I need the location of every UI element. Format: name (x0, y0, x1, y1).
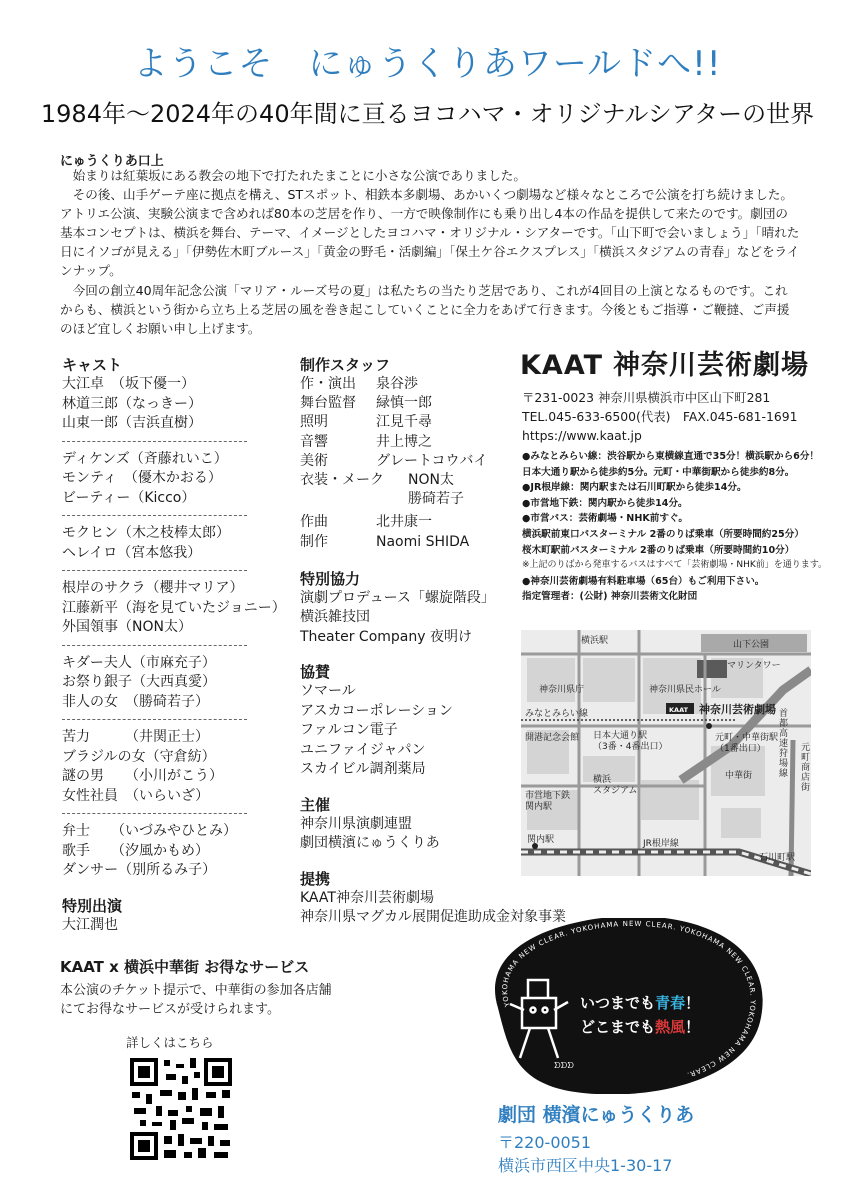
staff-name: 北井康一 (376, 514, 432, 531)
staff-role: 制作 (300, 533, 328, 550)
kaat-logo-name: 神奈川芸術劇場 (613, 350, 810, 381)
kaat-url[interactable]: https://www.kaat.jp (522, 428, 642, 443)
cast-group (62, 524, 292, 563)
support-item: ユニファイジャパン (300, 741, 426, 758)
cooperation-item: 横浜雑技団 (300, 609, 370, 626)
map-label-char: 元 (801, 743, 811, 753)
organizer-item: 劇団横濱にゅうくりあ (300, 835, 440, 852)
map-label-char: 商 (801, 763, 811, 773)
map-label-motomachi-street (801, 742, 810, 793)
divider (62, 441, 247, 442)
map-label-line: （3番・4番出口） (593, 742, 668, 752)
kaat-postal: 〒231-0023 神奈川県横浜市中区山下町281 (522, 390, 771, 405)
cast-member: 山東一郎（吉浜直樹） (62, 415, 202, 431)
map-label-mm-line: みなとみらい線 (525, 709, 589, 719)
qr-code[interactable] (130, 1058, 232, 1160)
map-station-dot (706, 723, 712, 729)
staff-row (300, 394, 515, 413)
map-label-char: 首 (779, 709, 789, 719)
staff-name: 井上博之 (376, 433, 432, 450)
cast-heading: キャスト (62, 356, 123, 374)
staff-name: 泉谷渉 (376, 376, 418, 392)
partner-heading: 提携 (300, 869, 331, 888)
special-appearance-heading: 特別出演 (62, 896, 123, 915)
intro-heading: にゅうくりあ口上 (60, 154, 164, 169)
service-section (60, 956, 440, 1019)
support-item: ソマール (300, 683, 356, 700)
cast-group (62, 579, 292, 638)
map-label-ishikawacho: 石川町駅 (759, 853, 796, 863)
map-label-char: 街 (801, 783, 811, 793)
access-line: ●JR根岸線：関内駅または石川町駅から徒歩14分。 (522, 482, 747, 494)
cooperation-item: 演劇プロデュース「螺旋階段」 (300, 589, 495, 606)
cooperation-item: Theater Company 夜明け (300, 628, 472, 645)
cast-member: 非人の女 （勝碕若子） (62, 693, 209, 710)
map-label-line: 市営地下鉄 (525, 791, 571, 801)
divider (62, 570, 247, 571)
cast-group (62, 654, 292, 713)
map-label-kaat-name: 神奈川芸術劇場 (699, 703, 776, 716)
staff-row (300, 433, 515, 452)
badge-slogan-line1: いつまでも青春！ (580, 994, 701, 1012)
service-line: 本公演のチケット提示で、中華街の参加各店舗 (60, 983, 332, 998)
map-label-char: 速 (779, 739, 789, 749)
map-label-expressway (779, 707, 788, 779)
support-item: スカイビル調剤薬局 (300, 761, 426, 778)
cast-member: モンティ （優木かおる） (62, 470, 222, 486)
cast-member: 大江卓 （坂下優一） (62, 376, 195, 392)
organizer-item: 神奈川県演劇連盟 (300, 815, 412, 832)
qr-caption: 詳しくはこちら (126, 1035, 214, 1050)
access-line: 指定管理者：(公財) 神奈川芸術文化財団 (522, 591, 698, 603)
intro-paragraph: その後、山手ゲーテ座に拠点を構え、STスポット、相鉄本多劇場、あかいくつ劇場など様々なところで公演を打ち続けました。アトリエ公演、実験公演まで含めれば80本の芝居を作り、一方で映像制作にも乗り出し4本の作品を提供して来たのです。劇団の基本コンセプトは、横浜を舞台、テーマ、イメージとしたヨコハマ・オリジナル・シアターです。「山下町で会いましょう」「晴れた日にイソゴが見える」「伊勢佐木町ブルース」「黄金の野毛・活劇編」「保土ケ谷エクスプレス」「横浜スタジアムの青春」などをラインナップ。 (60, 187, 800, 279)
cast-group (62, 728, 292, 806)
kaat-tel: TEL.045-633-6500(代表) FAX.045-681-1691 (522, 409, 798, 424)
troupe-postal: 〒220-0051 (498, 1133, 592, 1152)
staff-row (300, 413, 515, 432)
cast-section (62, 354, 292, 935)
staff-row (300, 375, 515, 394)
support-heading: 協賛 (300, 663, 331, 682)
staff-name: 江見千尋 (376, 414, 432, 431)
badge-ring-text-path: YOKOHAMA NEW CLEAR. YOKOHAMA NEW CLEAR. YOKOHAMA NEW CLEAR. YOKOHAMA NEW CLEAR. (501, 919, 757, 1080)
cast-member: 根岸のサクラ（櫻井マリア） (62, 580, 244, 596)
access-note: ※上記のりばから発車するバスはすべて「芸術劇場・NHK前」を通ります。 (522, 560, 828, 571)
troupe-badge (470, 918, 770, 1094)
cast-member: 江藤新平（海を見ていたジョニー） (62, 599, 286, 616)
cast-group (62, 375, 292, 434)
staff-role (300, 490, 408, 509)
map-label-line: （1番出口） (715, 744, 766, 754)
staff-role: 作・演出 (300, 376, 356, 392)
map-label-kencho: 神奈川県庁 (539, 685, 585, 695)
map-label-minkan: 神奈川県民ホール (649, 685, 721, 695)
cast-member: 女性社員 （いらいざ） (62, 787, 210, 804)
staff-row (300, 533, 515, 552)
map-label-kaat-logo: KAAT (669, 706, 689, 714)
cast-member: 謎の男 （小川がこう） (62, 768, 223, 784)
map-label-yamashita-park: 山下公園 (733, 640, 770, 650)
cast-member: キダー夫人（市麻充子） (62, 654, 216, 671)
page-title: ようこそ にゅうくりあワールドへ!! (133, 44, 722, 84)
map-label-char: 場 (779, 759, 789, 769)
map-label-line: 日本大通り駅 (593, 731, 648, 741)
cast-member: お祭り銀子（大西真愛） (62, 674, 216, 690)
map-label-char: 狩 (779, 749, 789, 759)
cast-member: 弁士 （いづみやひとみ） (62, 823, 237, 839)
page-subtitle: 1984年〜2024年の40年間に亘るヨコハマ・オリジナルシアターの世界 (40, 100, 815, 128)
staff-name: 勝碕若子 (408, 491, 464, 508)
access-line: ●神奈川芸術劇場有料駐車場（65台）もご利用下さい。 (522, 575, 765, 587)
special-appearance-name: 大江潤也 (62, 916, 118, 933)
map-label-kaiko: 開港記念会館 (525, 733, 580, 743)
service-line: にてお得なサービスが受けられます。 (60, 1002, 280, 1017)
staff-role: 照明 (300, 414, 328, 431)
staff-name: グレートコウバイ (376, 452, 488, 469)
staff-row (300, 490, 515, 509)
map-label-line: スタジアム (593, 786, 638, 796)
access-map (521, 630, 811, 876)
cast-member: ディケンズ（斉藤れいこ） (62, 450, 228, 467)
service-heading: KAAT x 横浜中華街 お得なサービス (60, 958, 310, 976)
kaat-access (522, 449, 832, 605)
mascot-sound: ᗤᗤᗤ (554, 1061, 574, 1070)
kaat-logo-mark: KAAT (520, 350, 604, 381)
divider (62, 645, 247, 646)
staff-role: 美術 (300, 452, 328, 469)
staff-role: 作曲 (300, 514, 328, 531)
staff-heading: 制作スタッフ (300, 356, 391, 374)
access-line: 日本大通り駅から徒歩約5分。元町・中華街駅から徒歩約8分。 (522, 466, 795, 478)
staff-row (300, 471, 515, 490)
staff-row (300, 513, 515, 532)
map-label-char: 町 (801, 753, 811, 763)
staff-name: 緑慎一郎 (376, 395, 432, 412)
intro-text (60, 166, 800, 338)
intro-paragraph: 始まりは紅葉坂にある教会の地下で打たれたまことに小さな公演でありました。 (72, 168, 526, 183)
organizer-heading: 主催 (300, 795, 331, 814)
cast-group (62, 450, 292, 509)
access-line: ●市営バス：芸術劇場・NHK前すぐ。 (522, 513, 688, 525)
map-label-yokohama-st: 横浜駅 (581, 636, 609, 646)
map-label-char: 都 (779, 719, 789, 729)
map-label-kannai: 関内駅 (527, 835, 555, 845)
staff-role: 舞台監督 (300, 395, 356, 412)
support-item: アスカコーポレーション (300, 702, 453, 719)
kaat-logo (520, 343, 809, 382)
map-label-chukagai: 中華街 (725, 771, 753, 781)
access-line: 桜木町駅前バスターミナル 2番のりば乗車（所要時間約10分） (522, 544, 795, 556)
map-label-marine-tower: マリンタワー (727, 661, 781, 671)
access-line: ●みなとみらい線：渋谷駅から東横線直通で35分！横浜駅から6分！ (522, 451, 820, 462)
cast-member: ダンサー（別所るみ子） (62, 862, 217, 878)
map-label-char: 店 (801, 773, 811, 783)
cast-group (62, 822, 292, 881)
cast-member: 苦力 （井関正士） (62, 729, 209, 745)
cast-member: モクヒン（木之枝棒太郎） (62, 525, 230, 541)
badge-slogan-line2: どこまでも熱風！ (580, 1018, 701, 1036)
cast-member: ヘレイロ（宮本悠我） (62, 544, 202, 561)
cast-member: ブラジルの女（守倉紡） (62, 748, 216, 765)
troupe-name: 劇団 横濱にゅうくりあ (498, 1104, 695, 1126)
kaat-contact (522, 388, 822, 445)
map-label-line: 関内駅 (525, 802, 553, 812)
divider (62, 813, 247, 814)
staff-name: NON太 (408, 472, 454, 489)
cast-member: ビーティー（Kicco） (62, 489, 196, 506)
cast-member: 歌手 （汐風かもめ） (62, 842, 209, 859)
troupe-address: 横浜市西区中央1-30-17 (498, 1156, 673, 1175)
cooperation-heading: 特別協力 (300, 569, 361, 588)
map-label-line: 横浜 (593, 775, 612, 785)
access-line: ●市営地下鉄：関内駅から徒歩14分。 (522, 497, 688, 509)
map-label-char: 高 (779, 729, 789, 739)
cast-member: 林道三郎（なっきー） (62, 395, 202, 412)
partner-item: 神奈川県マグカル展開促進助成金対象事業 (300, 909, 566, 926)
map-landmark-block (697, 660, 727, 678)
map-label-line: 元町・中華街駅 (715, 733, 779, 743)
staff-role: 音響 (300, 433, 328, 450)
divider (62, 719, 247, 720)
divider (62, 515, 247, 516)
staff-name: Naomi SHIDA (376, 533, 470, 550)
intro-paragraph: 今回の創立40周年記念公演「マリア・ルーズ号の夏」は私たちの当たり芝居であり、これが4回目の上演となるものです。これからも、横浜という街から立ち上る芝居の風を巻き起こしていくことに全力をあげて行きます。今後ともご指導・ご鞭撻、ご声援のほど宜しくお願い申し上げます。 (60, 282, 790, 336)
cast-member: 外国領事（NON太） (62, 619, 192, 635)
support-item: ファルコン電子 (300, 722, 398, 739)
staff-row (300, 452, 515, 471)
map-label-jr-negishi: JR根岸線 (643, 839, 679, 849)
staff-role: 衣装・メーク (300, 472, 384, 489)
map-label-char: 線 (779, 769, 789, 779)
partner-item: KAAT神奈川芸術劇場 (300, 889, 434, 906)
access-line: 横浜駅前東口バスターミナル 2番のりば乗車（所要時間約25分） (522, 528, 804, 540)
